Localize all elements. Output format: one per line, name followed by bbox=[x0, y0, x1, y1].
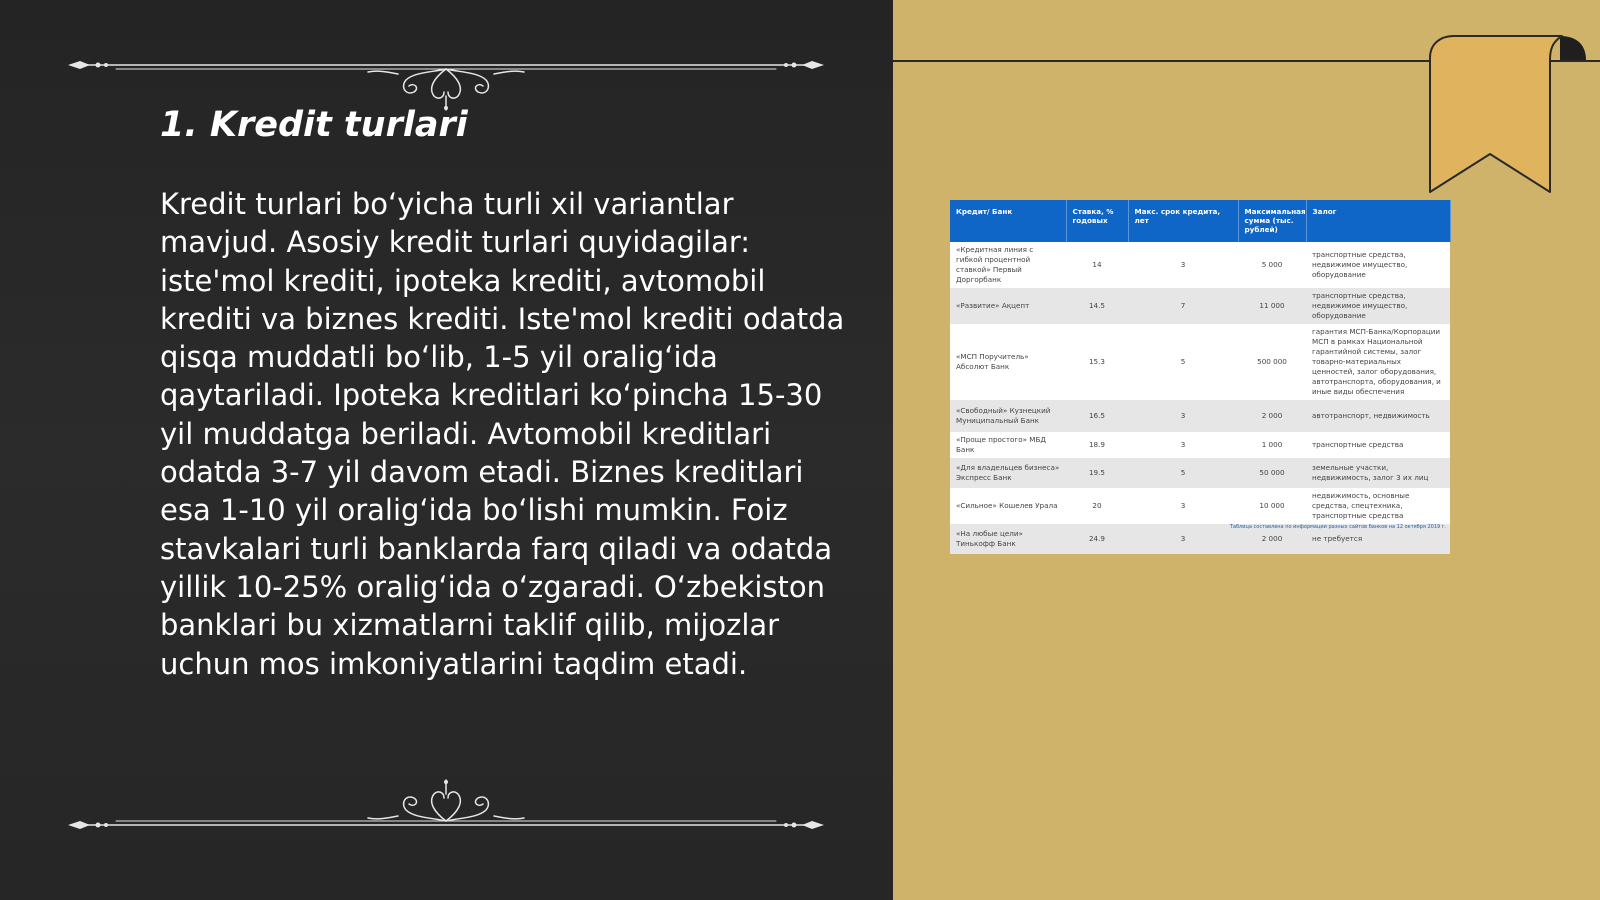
table-cell: 15.3 bbox=[1088, 357, 1105, 366]
table-cell: земельные участки, недвижимость, залог 3 их лиц bbox=[1306, 458, 1450, 488]
table-cell: 19.5 bbox=[1066, 458, 1128, 488]
table-cell: 2 000 bbox=[1238, 400, 1306, 432]
table-header-cell: Залог bbox=[1306, 200, 1450, 242]
table-row bbox=[950, 242, 1450, 288]
table-header-cell: Ставка, % годовых bbox=[1066, 200, 1128, 242]
table-header-cell: Кредит/ Банк bbox=[950, 200, 1066, 242]
table-cell: 14.5 bbox=[1066, 288, 1128, 324]
table-header-cell: Максимальная сумма (тыс. рублей) bbox=[1238, 200, 1306, 242]
slide-title: 1. Kredit turlari bbox=[160, 105, 468, 145]
table-cell: транспортные средства, недвижимое имущество, оборудование bbox=[1312, 250, 1408, 279]
table-cell: 5 bbox=[1180, 357, 1186, 366]
table-header-cell: Макс. срок кредита, лет bbox=[1128, 200, 1238, 242]
table-header-row bbox=[950, 200, 1450, 242]
credit-table bbox=[950, 200, 1451, 554]
table-cell: 18.9 bbox=[1088, 440, 1105, 449]
table-cell: 3 bbox=[1128, 524, 1238, 554]
table-row bbox=[950, 400, 1450, 432]
table-cell: «На любые цели» Тинькофф Банк bbox=[950, 524, 1066, 554]
table-cell: 7 bbox=[1128, 288, 1238, 324]
table-cell: транспортные средства bbox=[1312, 440, 1404, 449]
table-source-note: Таблица составлена по информации разных сайтов банков на 12 октября 2019 г. bbox=[1229, 524, 1446, 530]
table-cell: недвижимость, основные средства, спецтехника, транспортные средства bbox=[1312, 491, 1410, 520]
table-cell: 1 000 bbox=[1261, 440, 1283, 449]
table-cell: транспортные средства, недвижимое имущество, оборудование bbox=[1306, 288, 1450, 324]
table-cell: 5 000 bbox=[1261, 260, 1283, 269]
table-cell: 3 bbox=[1180, 440, 1186, 449]
table-row bbox=[950, 488, 1450, 524]
table-cell: гарантия МСП-Банка/Корпорации МСП в рамках Национальной гарантийной системы, залог товарно-материальных ценностей, залог оборудования, автотранспорта, оборудования, и иные виды обеспечения bbox=[1312, 327, 1441, 396]
table-cell: «Сильное» Кошелев Урала bbox=[956, 501, 1058, 510]
table-cell: 3 bbox=[1128, 400, 1238, 432]
table-cell: автотранспорт, недвижимость bbox=[1306, 400, 1450, 432]
table-cell: «МСП Поручитель» Абсолют Банк bbox=[956, 352, 1029, 371]
table-cell: 20 bbox=[1092, 501, 1102, 510]
table-cell: «Кредитная линия с гибкой процентной ставкой» Первый Доргорбанк bbox=[956, 245, 1034, 284]
table-cell: не требуется bbox=[1306, 524, 1450, 554]
table-cell: 3 bbox=[1180, 501, 1186, 510]
table-cell: 500 000 bbox=[1257, 357, 1287, 366]
table-cell: 16.5 bbox=[1066, 400, 1128, 432]
table-cell: 5 bbox=[1128, 458, 1238, 488]
bookmark-ribbon-icon bbox=[1430, 34, 1600, 204]
ornamental-divider-icon bbox=[68, 52, 824, 112]
body-text: Kredit turlari bo‘yicha turli xil variantlar mavjud. Asosiy kredit turlari quyidagilar: iste'mol krediti, ipoteka krediti, avtomobil krediti va biznes krediti. Iste'mol krediti odatda qisqa muddatli bo‘lib, 1-5 yil oralig‘ida qaytariladi. Ipoteka kreditlari ko‘pincha 15-30 yil muddatga beriladi. Avtomobil kreditlari odatda 3-7 yil davom etadi. Biznes kreditlari esa 1-10 yil oralig‘ida bo‘lishi mumkin. Foiz stavkalari turli banklarda farq qiladi va odatda yillik 10-25% oralig‘ida o‘zgaradi. O‘zbekiston banklari bu xizmatlarni taklif qilib, mijozlar uchun mos imkoniyatlarini taqdim etadi. bbox=[160, 187, 845, 681]
table-cell: «Развитие» Ақцепт bbox=[950, 288, 1066, 324]
table-row bbox=[950, 432, 1450, 458]
table-cell: 24.9 bbox=[1066, 524, 1128, 554]
table-cell: 3 bbox=[1180, 260, 1186, 269]
table-row bbox=[950, 288, 1450, 324]
credit-table-image bbox=[950, 200, 1450, 548]
table-cell: 11 000 bbox=[1238, 288, 1306, 324]
table-cell: «Свободный» Кузнецкий Муниципальный Банк bbox=[950, 400, 1066, 432]
table-cell: «Проще простого» МБД Банк bbox=[956, 435, 1047, 454]
table-cell: «Для владельцев бизнеса» Экспресс Банк bbox=[950, 458, 1066, 488]
table-row bbox=[950, 324, 1450, 400]
table-cell: 2 000 bbox=[1238, 524, 1306, 554]
table-cell: 50 000 bbox=[1238, 458, 1306, 488]
table-row bbox=[950, 458, 1450, 488]
table-cell: 14 bbox=[1092, 260, 1102, 269]
table-cell: 10 000 bbox=[1259, 501, 1285, 510]
ornamental-divider-icon bbox=[68, 770, 824, 830]
